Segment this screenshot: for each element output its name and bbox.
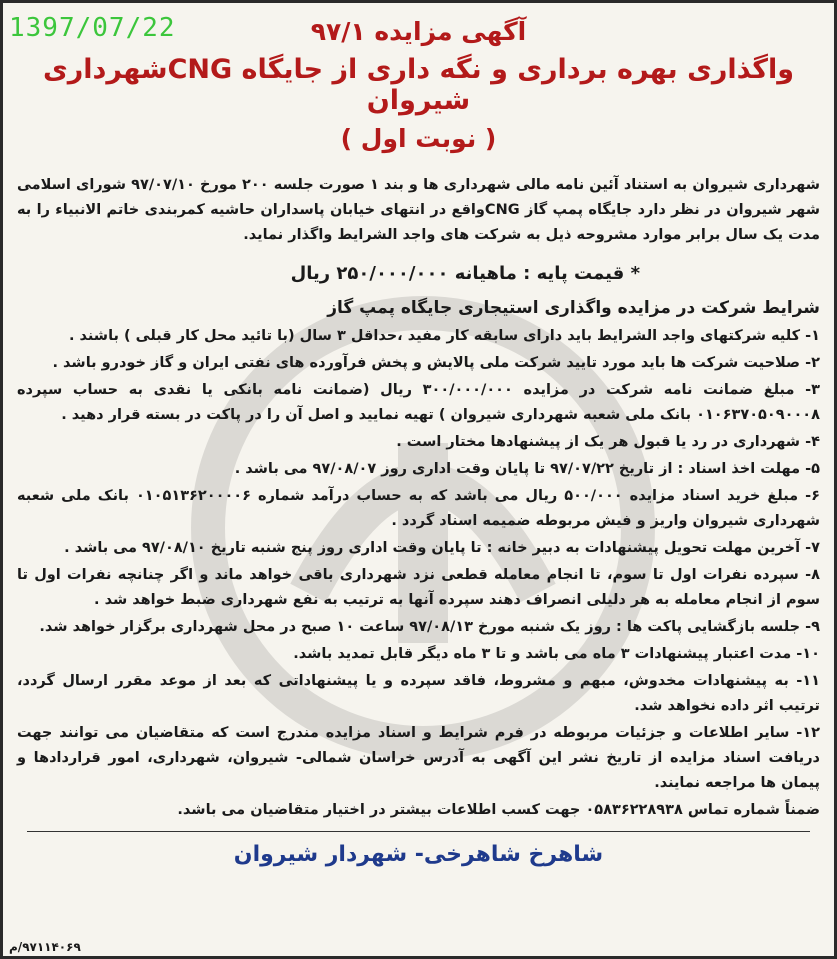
date-stamp: 1397/07/22 [9, 13, 176, 43]
notice-subject: واگذاری بهره برداری و نگه داری از جایگاه CNGشهرداری شیروان [43, 54, 794, 116]
condition-item [17, 457, 820, 482]
condition-item [17, 563, 820, 613]
condition-item [17, 615, 820, 640]
condition-label: ۷- آخرین مهلت تحویل پیشنهادات به دبیر خانه : [486, 539, 820, 556]
condition-text: از تاریخ ۹۷/۰۷/۲۲ تا پایان وقت اداری روز ۹۷/۰۸/۰۷ می باشد . [234, 460, 678, 477]
condition-text: ۴- شهرداری در رد یا قبول هر یک از پیشنهادها مختار است . [396, 433, 820, 450]
condition-item [17, 430, 820, 455]
condition-text: ۱- کلیه شرکتهای واجد الشرایط باید دارای سابقه کار مفید ،حداقل ۳ سال (با تائید محل کار قبلی ) باشند . [68, 327, 820, 344]
condition-item [17, 536, 820, 561]
condition-item [17, 669, 820, 719]
notice-round: ( نوبت اول ) [340, 124, 497, 153]
condition-item [17, 378, 820, 428]
condition-item [17, 351, 820, 376]
condition-text: ۱۰- مدت اعتبار پیشنهادات ۳ ماه می باشد و تا ۳ ماه دیگر قابل تمدید باشد. [293, 645, 820, 662]
condition-item [17, 642, 820, 667]
signature: شاهرخ شاهرخی- شهردار شیروان [233, 841, 604, 867]
condition-text: ۶- مبلغ خرید اسناد مزایده ۵۰۰/۰۰۰ ریال می باشد که به حساب درآمد شماره ۰۱۰۵۱۳۶۲۰۰۰۰۶ بانک ملی شعبه شهرداری شیروان واریز و فیش مربوطه ضمیمه اسناد گردد . [17, 487, 820, 529]
condition-label: ۵- مهلت اخذ اسناد : [677, 460, 820, 477]
condition-text: ۲- صلاحیت شرکت ها باید مورد تایید شرکت ملی پالایش و پخش فرآورده های نفتی ایران و گاز خودرو باشد . [52, 354, 820, 371]
condition-label: ۹- جلسه بازگشایی پاکت ها : [616, 618, 820, 635]
condition-text: ۳- مبلغ ضمانت نامه شرکت در مزایده ۳۰۰/۰۰۰/۰۰۰ ریال (ضمانت نامه بانکی یا نقدی به حساب سپرده ۰۱۰۶۳۷۰۵۰۹۰۰۰۸ بانک ملی شعبه شهرداری شیروان ) تهیه نمایید و اصل آن را در پاکت در بسته قرار دهید . [17, 381, 821, 423]
condition-text: تا پایان وقت اداری روز پنج شنبه تاریخ ۹۷/۰۸/۱۰ می باشد . [64, 539, 487, 556]
condition-item [17, 324, 820, 349]
contact-line: ضمناً شماره تماس ۰۵۸۳۶۲۲۸۹۳۸ جهت کسب اطلاعات بیشتر در اختیار متقاضیان می باشد. [177, 801, 820, 818]
condition-item [17, 721, 820, 796]
intro-paragraph: شهرداری شیروان به استناد آئین نامه مالی شهرداری ها و بند ۱ صورت جلسه ۲۰۰ مورخ ۹۷/۰۷/۱۰ شورای اسلامی شهر شیروان در نظر دارد جایگاه پمپ گاز CNGواقع در انتهای خیابان پاسداران حاشیه کمربندی خاتم الانبیاء را به مدت یک سال برابر موارد مشروحه ذیل به شرکت های واجد الشرایط واگذار نماید. [17, 177, 820, 243]
conditions-heading: شرایط شرکت در مزایده واگذاری استیجاری جایگاه پمپ گاز [327, 297, 820, 318]
condition-text: ۸- سپرده نفرات اول تا سوم، تا انجام معامله قطعی نزد شهرداری باقی خواهد ماند و اگر چنانچه نفرات اول تا سوم از انجام معامله به هر دلیلی انصراف دهند سپرده آنها به ترتیب به نفع شهرداری ضبط خواهد شد . [17, 566, 820, 608]
base-price: * قیمت پایه : ماهیانه ۲۵۰/۰۰۰/۰۰۰ ریال [290, 262, 640, 284]
condition-text: روز یک شنبه مورخ ۹۷/۰۸/۱۳ ساعت ۱۰ صبح در محل شهرداری برگزار خواهد شد. [39, 618, 616, 635]
condition-text: ۱۲- سایر اطلاعات و جزئیات مربوطه در فرم شرایط و اسناد مزایده مندرج است که متقاضیان می توانند جهت دریافت اسناد مزایده از تاریخ نشر این آگهی به آدرس خراسان شمالی- شیروان، شهرداری، امور قراردادها و پیمان ها مراجعه نمایند. [17, 724, 820, 791]
conditions-list [17, 324, 820, 796]
signature-divider [27, 831, 810, 832]
notice-title: آگهی مزایده ۹۷/۱ [310, 17, 527, 46]
condition-item [17, 484, 820, 534]
notice-code: ۹۷۱۱۴۰۶۹/م [9, 940, 81, 954]
notice-content [17, 13, 820, 946]
condition-text: ۱۱- به پیشنهادات مخدوش، مبهم و مشروط، فاقد سپرده و یا پیشنهاداتی که بعد از موعد مقرر ارسال گردد، ترتیب اثر داده نخواهد شد. [17, 672, 820, 714]
